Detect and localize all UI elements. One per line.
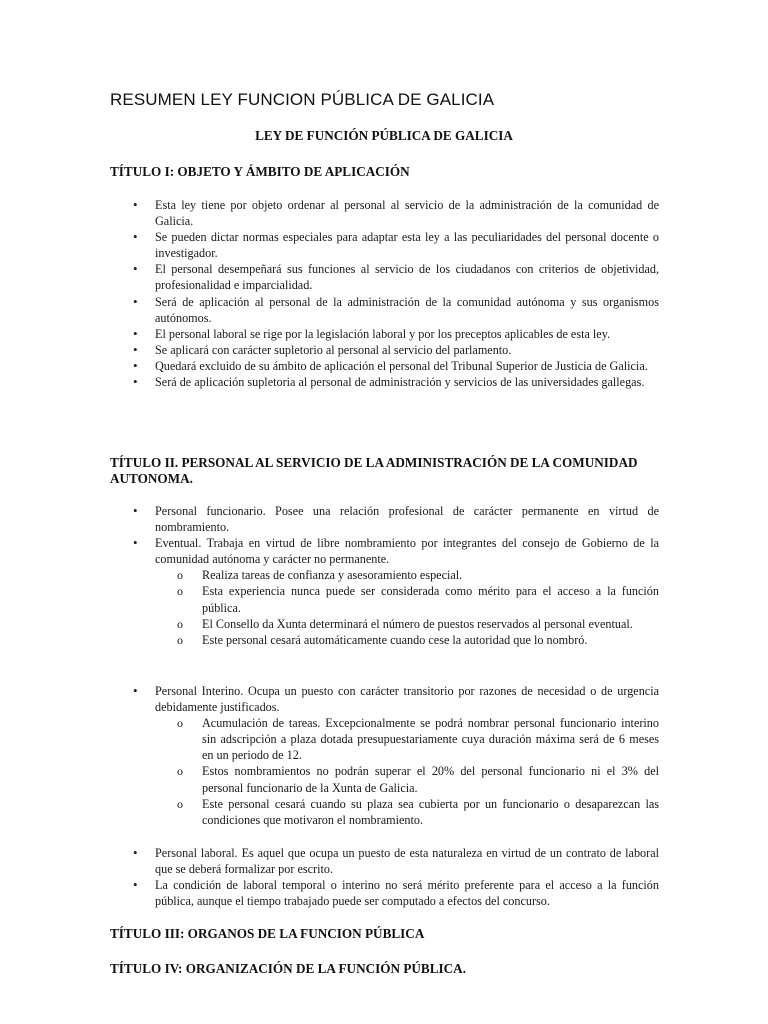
sub-list-item: o Acumulación de tareas. Excepcionalmente se podrá nombrar personal funcionario interino sin adscripción a plaza dotada presupuestariamente cuya duración máxima será de 6 meses en un periodo de 12. [202,715,659,763]
list-item: • Esta ley tiene por objeto ordenar al personal al servicio de la administración de la comunidad de Galicia. [155,197,659,229]
list-item-text: Eventual. Trabaja en virtud de libre nombramiento por integrantes del consejo de Gobierno de la comunidad autónoma y carácter no permanente. [155,536,659,567]
document-title: RESUMEN LEY FUNCION PÚBLICA DE GALICIA [110,90,495,109]
list-item: • La condición de laboral temporal o interino no será mérito preferente para el acceso a la función pública, aunque el tiempo trabajado puede ser computado a efectos del concurso. [155,877,659,909]
eventual-sublist [202,567,659,647]
list-item: • Quedará excluido de su ámbito de aplicación el personal del Tribunal Superior de Justicia de Galicia. [155,358,659,374]
sub-list-item: o Esta experiencia nunca puede ser considerada como mérito para el acceso a la función pública. [202,583,659,615]
titulo-2-list-2 [155,683,659,828]
list-item: • Se aplicará con carácter supletorio al personal al servicio del parlamento. [155,342,659,358]
interino-sublist [202,715,659,828]
titulo-1-list [155,197,659,390]
titulo-3-heading: TÍTULO III: ORGANOS DE LA FUNCION PÚBLICA [110,926,425,941]
list-item [155,683,659,828]
list-item: • Personal funcionario. Posee una relación profesional de carácter permanente en virtud de nombramiento. [155,503,659,535]
list-item: • El personal laboral se rige por la legislación laboral y por los preceptos aplicables de esta ley. [155,326,659,342]
titulo-2-list-3 [155,845,659,909]
list-item: • Será de aplicación al personal de la administración de la comunidad autónoma y sus organismos autónomos. [155,294,659,326]
titulo-1-heading: TÍTULO I: OBJETO Y ÁMBITO DE APLICACIÓN [110,164,410,179]
titulo-2-heading: TÍTULO II. PERSONAL AL SERVICIO DE LA ADMINISTRACIÓN DE LA COMUNIDAD AUTONOMA. [110,455,638,486]
list-item: • Personal laboral. Es aquel que ocupa un puesto de esta naturaleza en virtud de un contrato de laboral que se deberá formalizar por escrito. [155,845,659,877]
sub-list-item: o Realiza tareas de confianza y asesoramiento especial. [202,567,659,583]
list-item: • El personal desempeñará sus funciones al servicio de los ciudadanos con criterios de objetividad, profesionalidad e imparcialidad. [155,261,659,293]
list-item [155,535,659,648]
sub-list-item: o El Consello da Xunta determinará el número de puestos reservados al personal eventual. [202,616,659,632]
list-item: • Se pueden dictar normas especiales para adaptar esta ley a las peculiaridades del personal docente o investigador. [155,229,659,261]
titulo-4-heading: TÍTULO IV: ORGANIZACIÓN DE LA FUNCIÓN PÚBLICA. [110,961,466,976]
sub-list-item: o Este personal cesará automáticamente cuando cese la autoridad que lo nombró. [202,632,659,648]
list-item: • Será de aplicación supletoria al personal de administración y servicios de las universidades gallegas. [155,374,659,390]
list-item-text: Personal Interino. Ocupa un puesto con carácter transitorio por razones de necesidad o de urgencia debidamente justificados. [155,684,659,715]
law-heading: LEY DE FUNCIÓN PÚBLICA DE GALICIA [255,128,513,143]
sub-list-item: o Estos nombramientos no podrán superar el 20% del personal funcionario ni el 3% del personal funcionario de la Xunta de Galicia. [202,763,659,795]
titulo-2-list-1 [155,503,659,648]
sub-list-item: o Este personal cesará cuando su plaza sea cubierta por un funcionario o desaparezcan las condiciones que motivaron el nombramiento. [202,796,659,828]
